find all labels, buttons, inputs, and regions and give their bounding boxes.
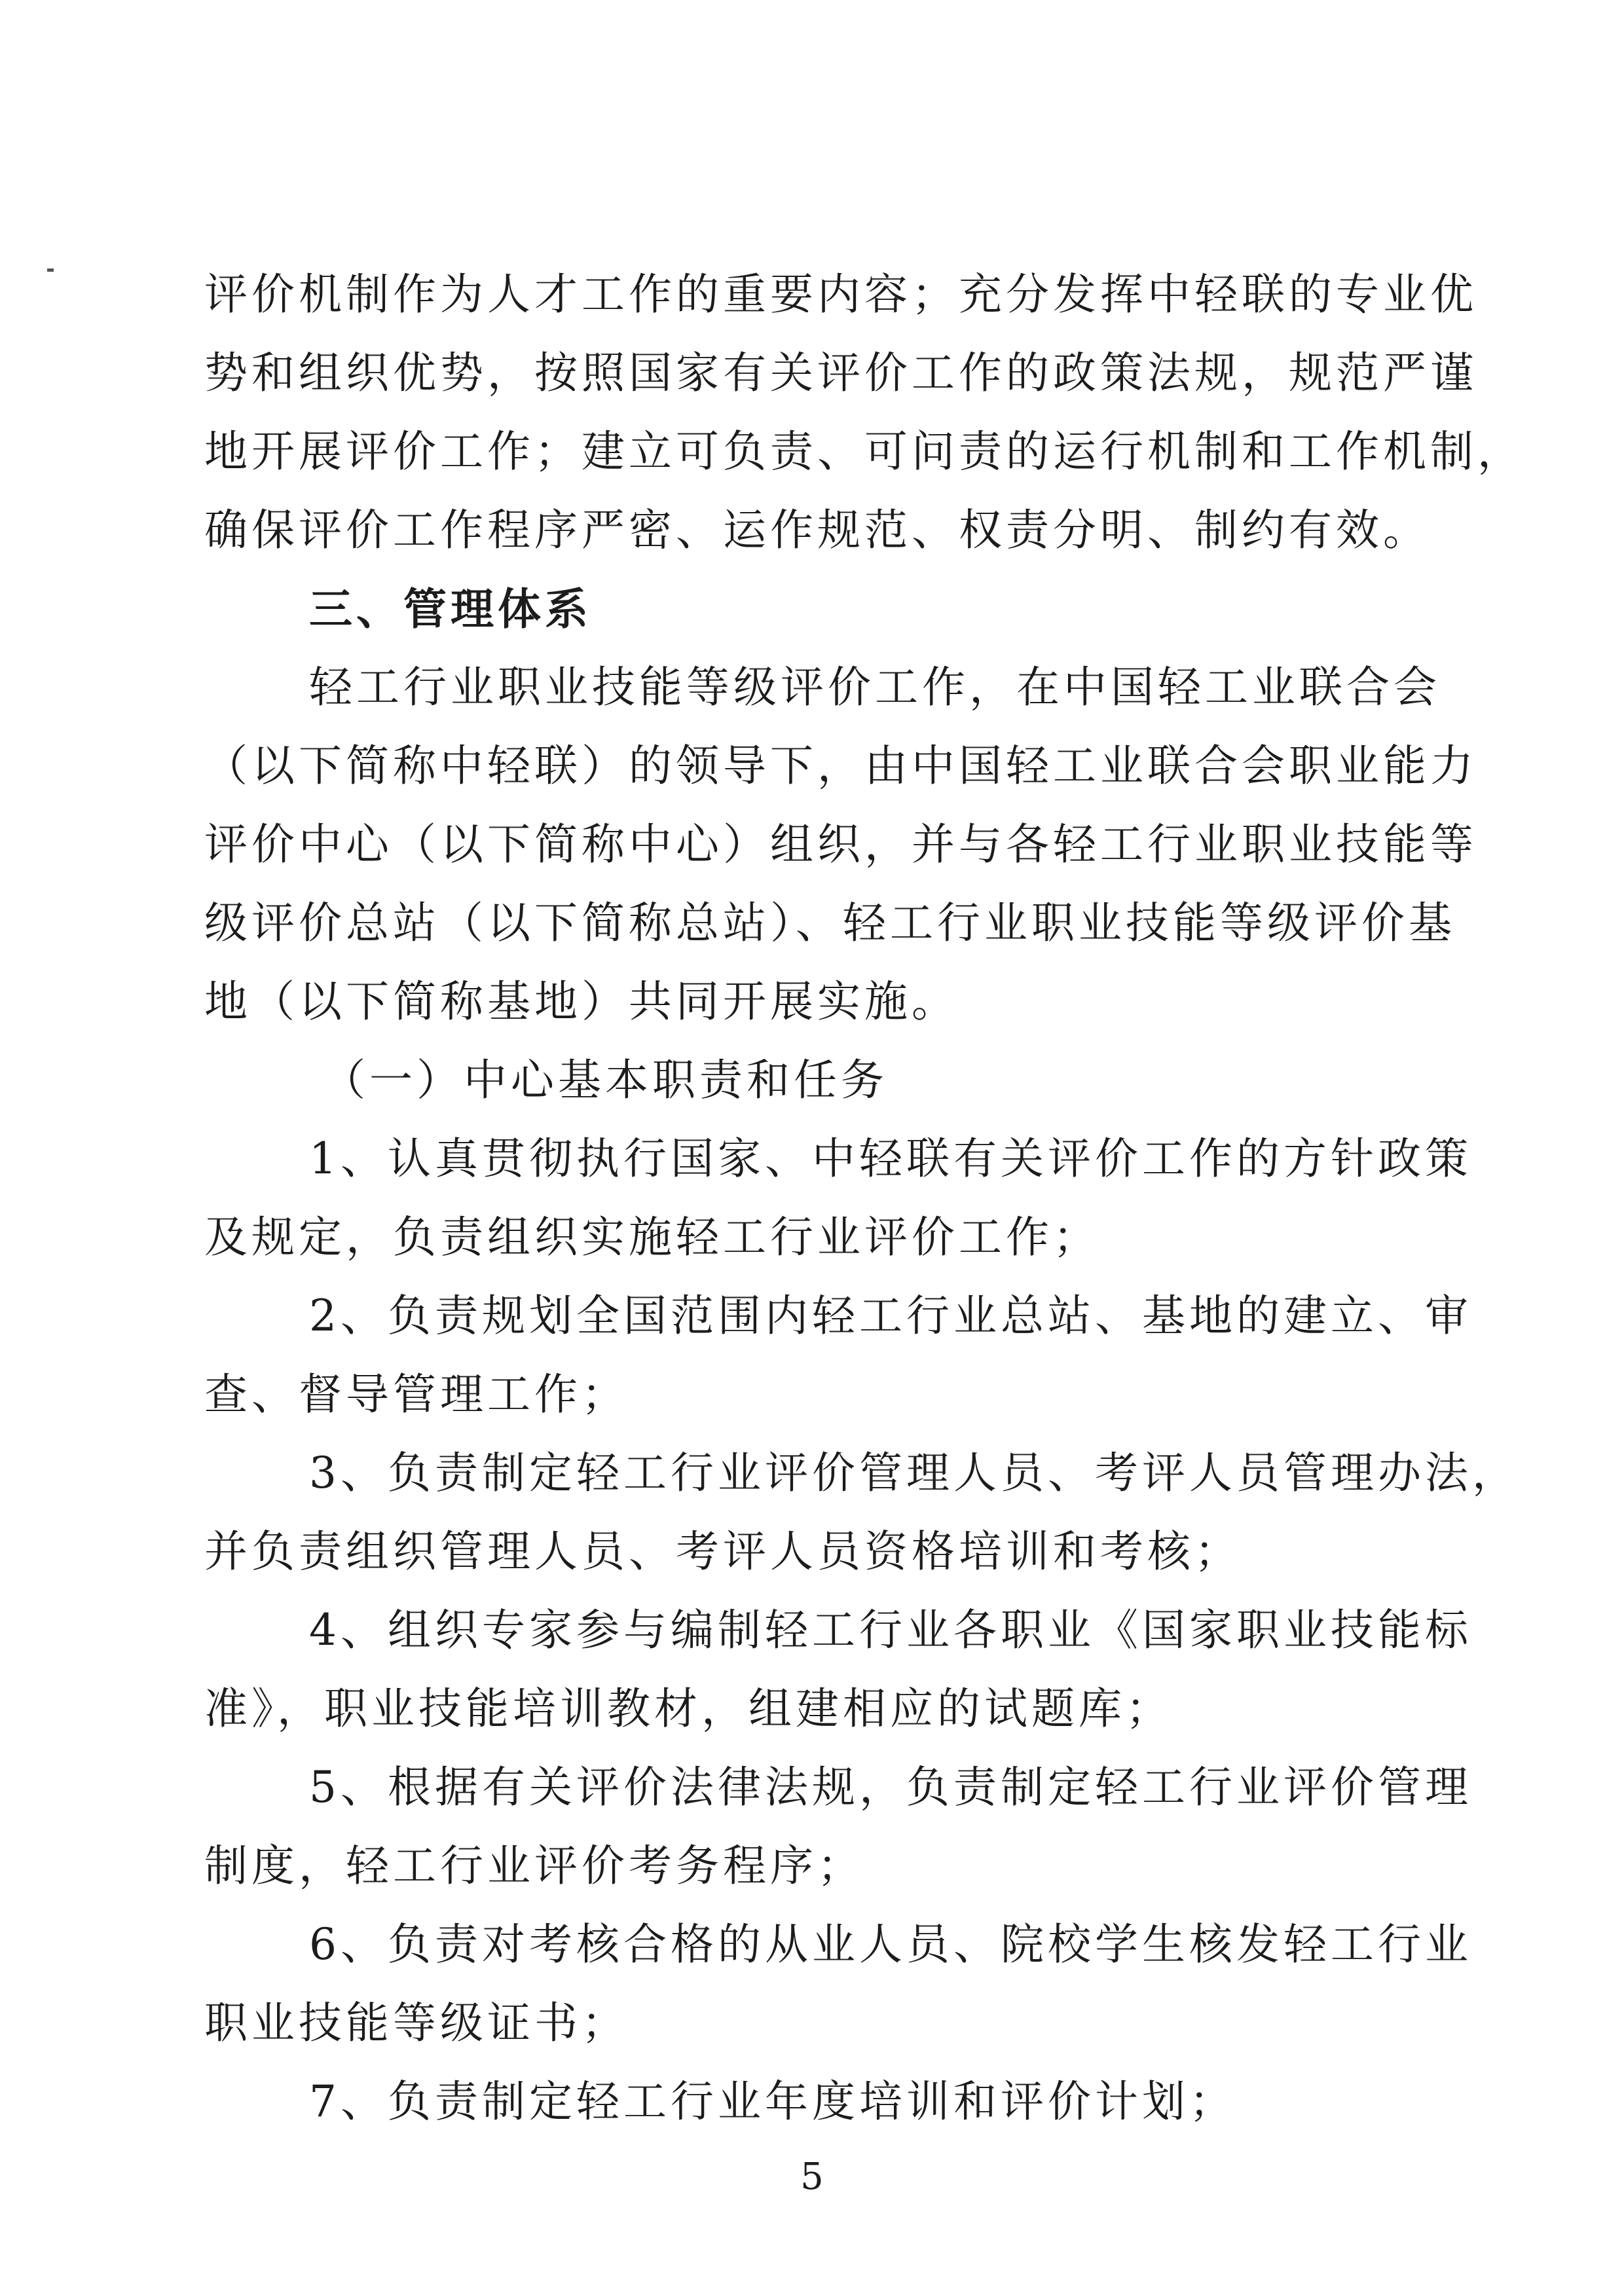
list-item-continuation: 查、督导管理工作； xyxy=(204,1369,629,1420)
paragraph-line: 级评价总站（以下简称总站）、轻工行业职业技能等级评价基 xyxy=(204,898,1456,948)
paragraph-line: 势和组织优势，按照国家有关评价工作的政策法规，规范严谨 xyxy=(204,348,1477,398)
list-item: 7、负责制定轻工行业年度培训和评价计划； xyxy=(309,2076,1236,2127)
list-item-continuation: 准》，职业技能培训教材，组建相应的试题库； xyxy=(204,1683,1173,1734)
list-item-continuation: 及规定，负责组织实施轻工行业评价工作； xyxy=(204,1212,1100,1262)
list-item: 4、组织专家参与编制轻工行业各职业《国家职业技能标 xyxy=(309,1605,1472,1655)
subsection-heading: （一）中心基本职责和任务 xyxy=(322,1055,888,1105)
paragraph-line: 地（以下简称基地）共同开展实施。 xyxy=(204,976,959,1027)
list-item: 2、负责规划全国范围内轻工行业总站、基地的建立、审 xyxy=(309,1291,1472,1341)
list-item: 6、负责对考核合格的从业人员、院校学生核发轻工行业 xyxy=(309,1919,1472,1970)
paragraph-line: 轻工行业职业技能等级评价工作，在中国轻工业联合会 xyxy=(309,662,1441,712)
paragraph-line: 评价机制作为人才工作的重要内容；充分发挥中轻联的专业优 xyxy=(204,269,1477,320)
paragraph-line: 地开展评价工作；建立可负责、可问责的运行机制和工作机制， xyxy=(204,426,1524,477)
list-item: 5、根据有关评价法律法规，负责制定轻工行业评价管理 xyxy=(309,1762,1472,1812)
body-text xyxy=(204,255,1524,2141)
section-heading: 三、管理体系 xyxy=(309,583,592,634)
list-item-continuation: 职业技能等级证书； xyxy=(204,1998,629,2048)
paragraph-line: 确保评价工作程序严密、运作规范、权责分明、制约有效。 xyxy=(204,505,1430,555)
paragraph-line: 评价中心（以下简称中心）组织，并与各轻工行业职业技能等 xyxy=(204,819,1477,870)
list-item-continuation: 并负责组织管理人员、考评人员资格培训和考核； xyxy=(204,1526,1242,1577)
list-item: 3、负责制定轻工行业评价管理人员、考评人员管理办法， xyxy=(309,1448,1519,1498)
list-item: 1、认真贯彻执行国家、中轻联有关评价工作的方针政策 xyxy=(309,1133,1472,1184)
page-number: 5 xyxy=(800,2156,824,2198)
scan-mark xyxy=(47,268,54,272)
paragraph-line: （以下简称中轻联）的领导下，由中国轻工业联合会职业能力 xyxy=(204,741,1477,791)
list-item-continuation: 制度，轻工行业评价考务程序； xyxy=(204,1841,864,1891)
